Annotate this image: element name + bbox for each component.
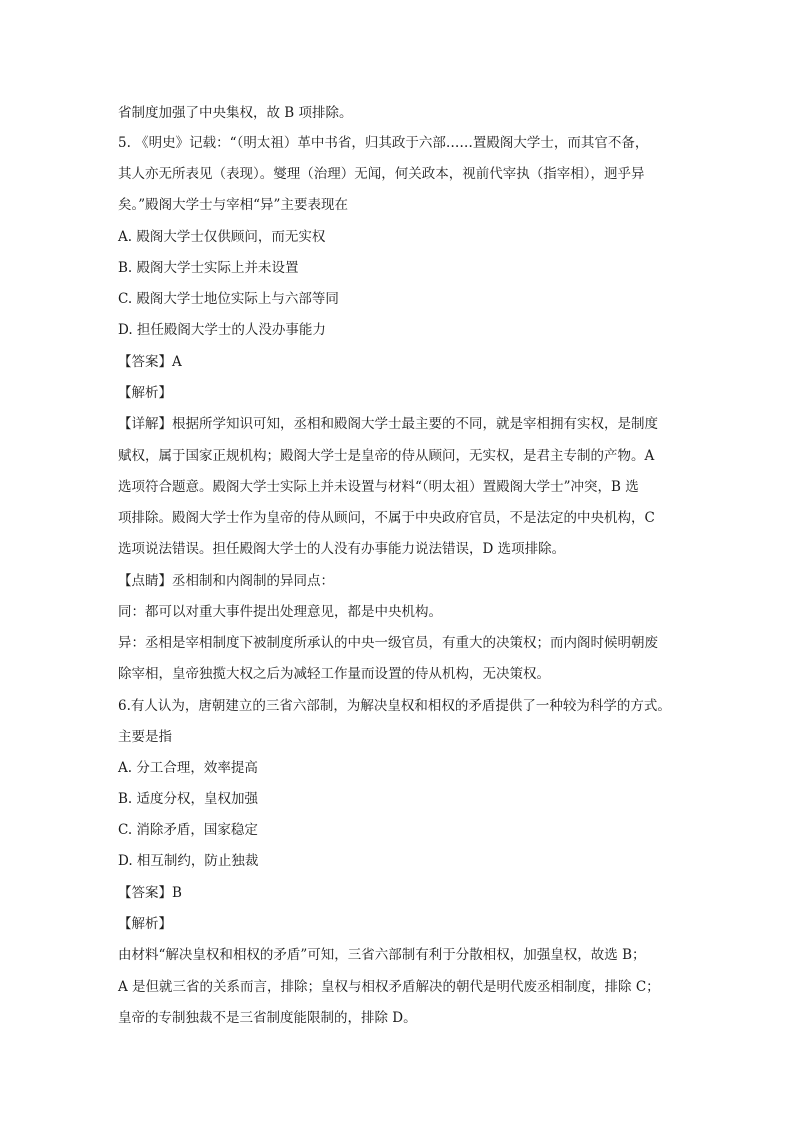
text-line: 项排除。殿阁大学士作为皇帝的侍从顾问，不属于中央政府官员，不是法定的中央机构，C	[118, 510, 655, 526]
text-line: 省制度加强了中央集权，故 B 项排除。	[118, 105, 353, 121]
question-5-stem: 5. 《明史》记载：“（明太祖）革中书省，归其政于六部……置殿阁大学士，而其官不备，	[118, 135, 649, 151]
text-line: 由材料“解决皇权和相权的矛盾”可知，三省六部制有利于分散相权，加强皇权，故选 B；	[118, 947, 646, 963]
text-line: 矣。”殿阁大学士与宰相“异”主要表现在	[118, 197, 348, 213]
text-line: 赋权，属于国家正规机构；殿阁大学士是皇帝的侍从顾问，无实权，是君主专制的产物。A	[118, 448, 655, 464]
option-d: D. 担任殿阁大学士的人没办事能力	[118, 322, 326, 338]
text-line: A 是但就三省的关系而言，排除；皇权与相权矛盾解决的朝代是明代废丞相制度，排除 C；	[118, 979, 660, 995]
option-a: A. 殿阁大学士仅供顾问，而无实权	[118, 229, 326, 245]
option-b: B. 殿阁大学士实际上并未设置	[118, 260, 299, 276]
text-line: 同：都可以对重大事件提出处理意见，都是中央机构。	[118, 604, 442, 620]
text-line: 主要是指	[118, 729, 172, 745]
answer-label: 【答案】A	[118, 354, 182, 370]
text-line: 皇帝的专制独裁不是三省制度能限制的，排除 D。	[118, 1010, 417, 1026]
option-a: A. 分工合理，效率提高	[118, 760, 258, 776]
text-line: 除宰相，皇帝独揽大权之后为减轻工作量而设置的侍从机构，无决策权。	[118, 666, 550, 682]
option-b: B. 适度分权，皇权加强	[118, 791, 259, 807]
text-line: 其人亦无所表见（表现）。燮理（治理）无闻，何关政本，视前代宰执（指宰相），迥乎异	[118, 166, 645, 182]
option-c: C. 消除矛盾，国家稳定	[118, 822, 258, 838]
text-line: 【详解】根据所学知识可知，丞相和殿阁大学士最主要的不同，就是宰相拥有实权，是制度	[118, 416, 658, 432]
option-c: C. 殿阁大学士地位实际上与六部等同	[118, 291, 339, 307]
option-d: D. 相互制约，防止独裁	[118, 853, 259, 869]
text-line: 异：丞相是宰相制度下被制度所承认的中央一级官员，有重大的决策权；而内阁时候明朝废	[118, 635, 658, 651]
point-label: 【点睛】丞相制和内阁制的异同点：	[118, 573, 334, 589]
text-line: 选项符合题意。殿阁大学士实际上并未设置与材料“（明太祖）置殿阁大学士”冲突，B 选	[118, 479, 639, 495]
answer-label: 【答案】B	[118, 885, 182, 901]
text-line: 选项说法错误。担任殿阁大学士的人没有办事能力说法错误，D 选项排除。	[118, 541, 566, 557]
question-6-stem: 6.有人认为，唐朝建立的三省六部制，为解决皇权和相权的矛盾提供了一种较为科学的方式。	[118, 698, 671, 714]
analysis-label: 【解析】	[118, 916, 172, 932]
analysis-label: 【解析】	[118, 385, 172, 401]
